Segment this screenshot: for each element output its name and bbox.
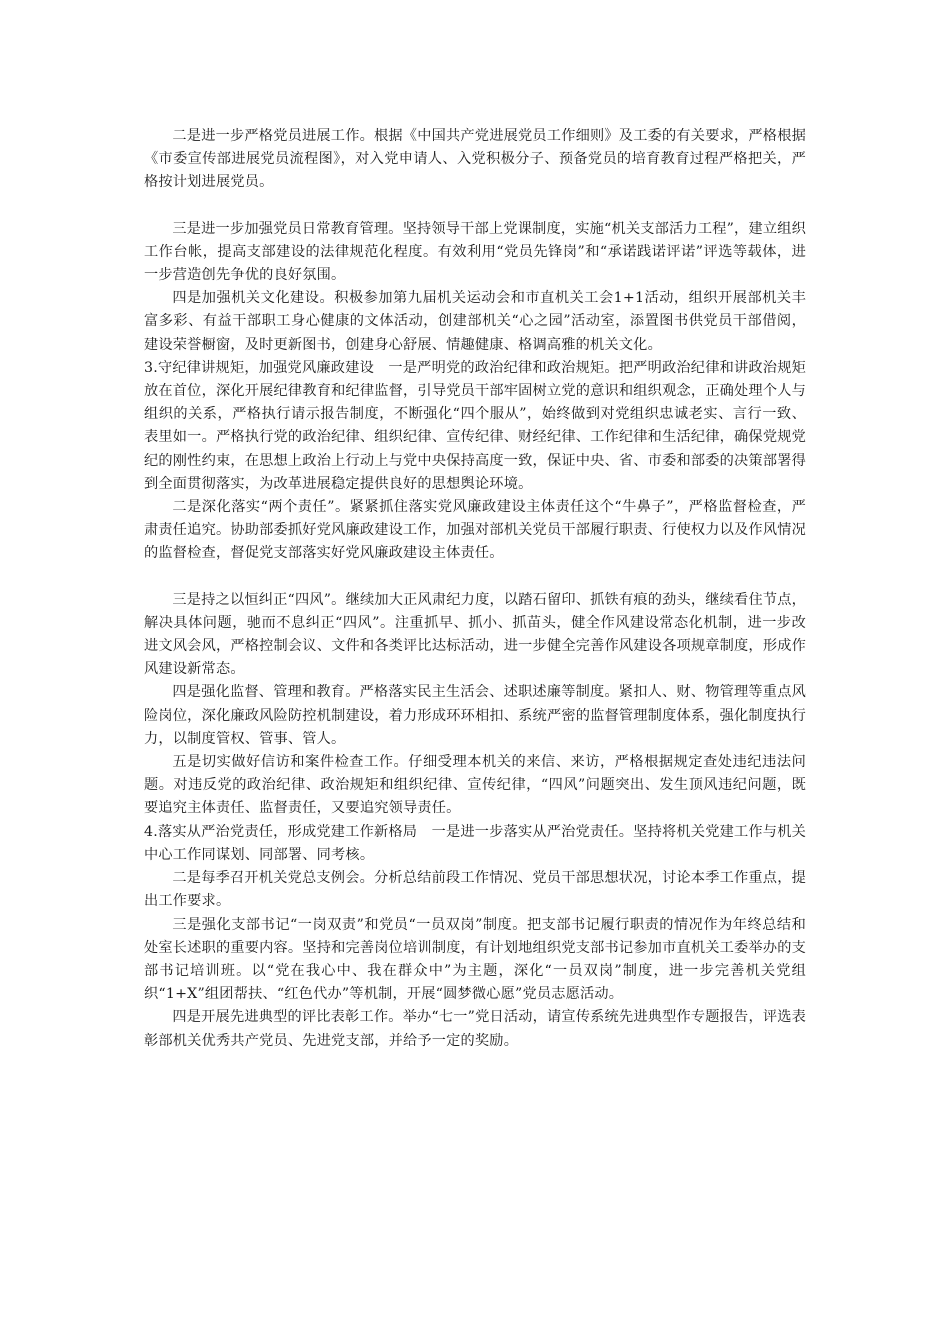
paragraph-spacer bbox=[144, 566, 806, 589]
paragraph-quarterly-meeting: 二是每季召开机关党总支例会。分析总结前段工作情况、党员干部思想状况，讨论本季工作重点，提出工作要求。 bbox=[144, 870, 806, 910]
paragraph-petitions: 五是切实做好信访和案件检查工作。仔细受理本机关的来信、来访，严格根据规定查处违纪违法问题。对违反党的政治纪律、政治规矩和组织纪律、宣传纪律，“四风”问题突出、发生顶风违纪问题，既要追究主体责任、监督责任，又要追究领导责任。 bbox=[144, 754, 806, 817]
paragraph-four-winds: 三是持之以恒纠正“四风”。继续加大正风肃纪力度，以踏石留印、抓铁有痕的劲头，继续看住节点，解决具体问题，驰而不息纠正“四风”。注重抓早、抓小、抓苗头，健全作风建设常态化机制，进一步改进文风会风，严格控制会议、文件和各类评比达标活动，进一步健全完善作风建设各项规章制度，形成作风建设新常态。 bbox=[144, 591, 806, 678]
paragraph-organ-culture: 四是加强机关文化建设。积极参加第九届机关运动会和市直机关工会1+1活动，组织开展部机关丰富多彩、有益干部职工身心健康的文体活动，创建部机关“心之园”活动室，添置图书供党员干部借阅，建设荣誉橱窗，及时更新图书，创建身心舒展、情趣健康、格调高雅的机关文化。 bbox=[144, 290, 806, 353]
paragraph-branch-secretary: 三是强化支部书记“一岗双责”和党员“一员双岗”制度。把支部书记履行职责的情况作为年终总结和处室长述职的重要内容。坚持和完善岗位培训制度，有计划地组织党支部书记参加市直机关工委举办的支部书记培训班。以“党在我心中、我在群众中”为主题，深化“一员双岗”制度，进一步完善机关党组织“1+X”组团帮扶、“红色代办”等机制，开展“圆梦微心愿”党员志愿活动。 bbox=[144, 916, 806, 1003]
paragraph-spacer bbox=[144, 195, 806, 218]
paragraph-party-member-development: 二是进一步严格党员进展工作。根据《中国共产党进展党员工作细则》及工委的有关要求，严格根据《市委宣传部进展党员流程图》，对入党申请人、入党积极分子、预备党员的培育教育过程严格把关，严格按计划进展党员。 bbox=[144, 128, 806, 191]
document-page bbox=[144, 125, 806, 1053]
paragraph-two-responsibilities: 二是深化落实“两个责任”。紧紧抓住落实党风廉政建设主体责任这个“牛鼻子”，严格监督检查，严肃责任追究。协助部委抓好党风廉政建设工作，加强对部机关党员干部履行职责、行使权力以及作风情况的监督检查，督促党支部落实好党风廉政建设主体责任。 bbox=[144, 499, 806, 562]
paragraph-daily-education: 三是进一步加强党员日常教育管理。坚持领导干部上党课制度，实施“机关支部活力工程”，建立组织工作台帐，提高支部建设的法律规范化程度。有效利用“党员先锋岗”和“承诺践诺评诺”评选等载体，进一步营造创先争优的良好氛围。 bbox=[144, 220, 806, 284]
paragraph-commendation: 四是开展先进典型的评比表彰工作。举办“七一”党日活动，请宣传系统先进典型作专题报告，评选表彰部机关优秀共产党员、先进党支部，并给予一定的奖励。 bbox=[144, 1009, 806, 1049]
paragraph-strict-governance-section: 4.落实从严治党责任，形成党建工作新格局 一是进一步落实从严治党责任。坚持将机关党建工作与机关中心工作同谋划、同部署、同考核。 bbox=[144, 823, 806, 863]
paragraph-supervision: 四是强化监督、管理和教育。严格落实民主生活会、述职述廉等制度。紧扣人、财、物管理等重点风险岗位，深化廉政风险防控机制建设，着力形成环环相扣、系统严密的监督管理制度体系，强化制度执行力，以制度管权、管事、管人。 bbox=[144, 684, 806, 747]
paragraph-discipline-section: 3.守纪律讲规矩，加强党风廉政建设 一是严明党的政治纪律和政治规矩。把严明政治纪律和讲政治规矩放在首位，深化开展纪律教育和纪律监督，引导党员干部牢固树立党的意识和组织观念，正确处理个人与组织的关系，严格执行请示报告制度，不断强化“四个服从”，始终做到对党组织忠诚老实、言行一致、表里如一。严格执行党的政治纪律、组织纪律、宣传纪律、财经纪律、工作纪律和生活纪律，确保党规党纪的刚性约束，在思想上政治上行动上与党中央保持高度一致，保证中央、省、市委和部委的决策部署得到全面贯彻落实，为改革进展稳定提供良好的思想舆论环境。 bbox=[144, 359, 806, 492]
